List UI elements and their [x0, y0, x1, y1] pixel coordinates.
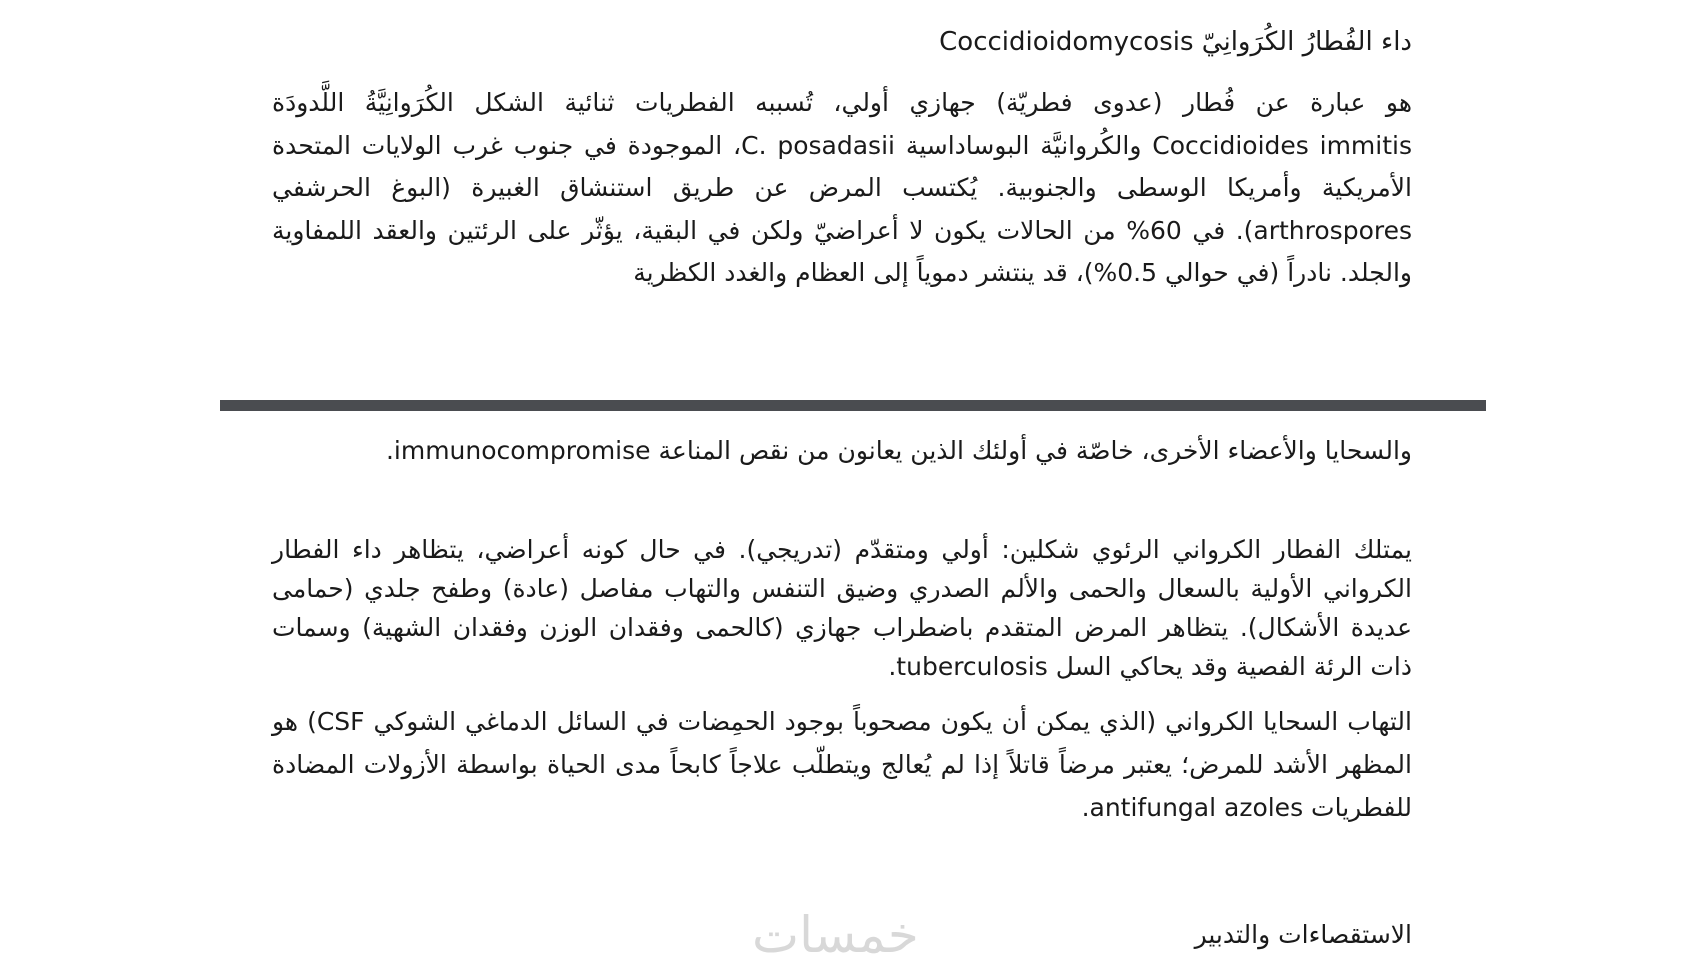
forms-paragraph: يمتلك الفطار الكرواني الرئوي شكلين: أولي ومتقدّم (تدريجي). في حال كونه أعراضي، يتظاهر داء الفطار الكرواني الأولية بالسعال والحمى والألم الصدري وضيق التنفس والتهاب مفاصل (عادة) وطفح جلدي (حمامى عديدة الأشكال). يتظاهر المرض المتقدم باضطراب جهازي (كالحمى وفقدان الوزن وفقدان الشهية) وسمات ذات الرئة الفصية وقد يحاكي السل tuberculosis.: [272, 535, 1412, 681]
page-separator: [220, 400, 1486, 411]
watermark-logo: خمسات: [752, 906, 919, 964]
investigations-heading: الاستقصاءات والتدبير: [1194, 920, 1412, 949]
section-title: داء الفُطارُ الكُرَوانِيّ Coccidioidomycosis: [939, 27, 1412, 57]
meningitis-paragraph: التهاب السحايا الكرواني (الذي يمكن أن يكون مصحوباً بوجود الحمِضات في السائل الدماغي الشوكي CSF) هو المظهر الأشد للمرض؛ يعتبر مرضاً قاتلاً إذا لم يُعالج ويتطلّب علاجاً كابحاً مدى الحياة بواسطة الأزولات المضادة للفطريات antifungal azoles.: [272, 707, 1412, 822]
intro-paragraph: هو عبارة عن فُطار (عدوى فطريّة) جهازي أولي، تُسببه الفطريات ثنائية الشكل الكُرَوانِيَّةُ اللَّدودَة Coccidioides immitis والكُروانيَّة البوساداسية C. posadasii، الموجودة في جنوب غرب الولايات المتحدة الأمريكية وأمريكا الوسطى والجنوبية. يُكتسب المرض عن طريق استنشاق الغبيرة (البوغ الحرشفي arthrospores). في 60% من الحالات يكون لا أعراضيّ ولكن في البقية، يؤثّر على الرئتين والعقد اللمفاوية والجلد. نادراً (في حوالي 0.5%)، قد ينتشر دموياً إلى العظام والغدد الكظرية: [272, 88, 1413, 287]
continued-paragraph: والسحايا والأعضاء الأخرى، خاصّة في أولئك الذين يعانون من نقص المناعة immunocompromise.: [385, 436, 1412, 465]
